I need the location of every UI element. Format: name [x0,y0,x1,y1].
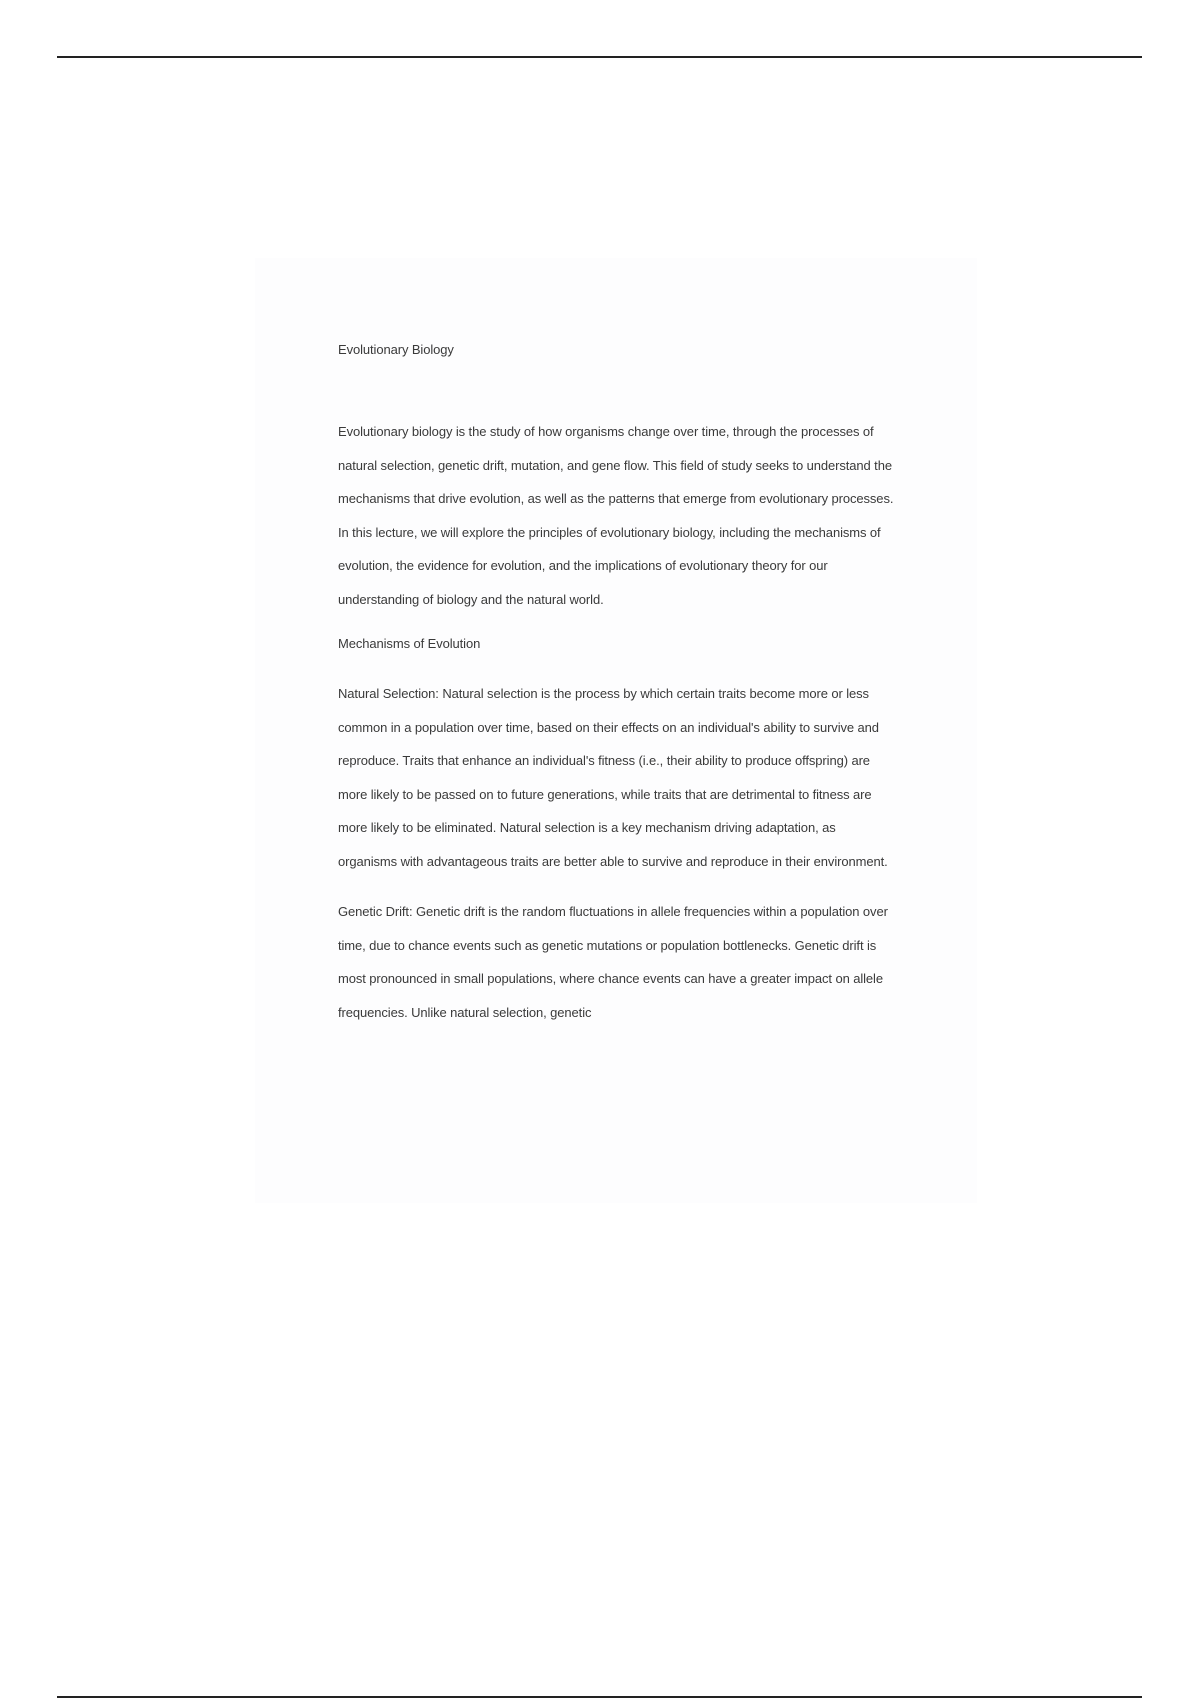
top-divider [57,56,1142,58]
intro-paragraph: Evolutionary biology is the study of how organisms change over time, through the processes of natural selection, genetic drift, mutation, and gene flow. This field of study seeks to understand the mechanisms that drive evolution, as well as the patterns that emerge from evolutionary processes. In this lecture, we will explore the principles of evolutionary biology, including the mechanisms of evolution, the evidence for evolution, and the implications of evolutionary theory for our understanding of biology and the natural world. [338,424,894,607]
section-heading: Mechanisms of Evolution [338,636,481,651]
bottom-divider [57,1696,1142,1698]
document-title: Evolutionary Biology [338,342,454,357]
genetic-drift-paragraph: Genetic Drift: Genetic drift is the random fluctuations in allele frequencies within a population over time, due to chance events such as genetic mutations or population bottlenecks. Genetic drift is most pronounced in small populations, where chance events can have a greater impact on allele frequencies. Unlike natural selection, genetic [338,904,888,1020]
document-body [338,340,898,1029]
natural-selection-paragraph: Natural Selection: Natural selection is the process by which certain traits become more or less common in a population over time, based on their effects on an individual's ability to survive and reproduce. Traits that enhance an individual's fitness (i.e., their ability to produce offspring) are more likely to be passed on to future generations, while traits that are detrimental to fitness are more likely to be eliminated. Natural selection is a key mechanism driving adaptation, as organisms with advantageous traits are better able to survive and reproduce in their environment. [338,686,888,869]
